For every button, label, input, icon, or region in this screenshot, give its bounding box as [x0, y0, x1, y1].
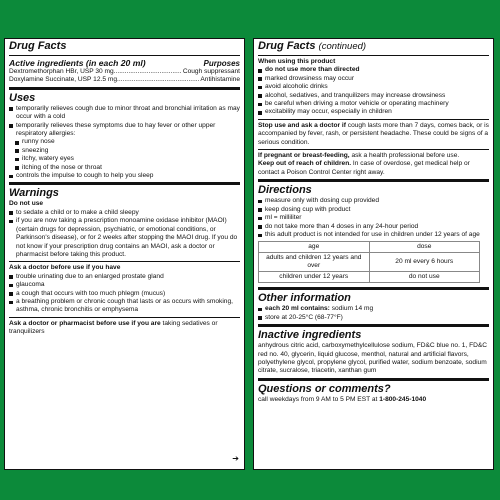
list-item: temporarily relieves these symptoms due to hay fever or other upper respiratory allergies:: [9, 122, 240, 139]
pregnancy-section: [258, 150, 489, 180]
list-item: a cough that occurs with too much phlegm (mucus): [9, 290, 240, 298]
list-item: trouble urinating due to an enlarged prostate gland: [9, 273, 240, 281]
list-item: do not take more than 4 doses in any 24-hour period: [258, 223, 489, 231]
ask-doctor-section: [9, 262, 240, 317]
when-using-label: When using this product: [258, 58, 336, 65]
table-cell: 20 ml every 6 hours: [369, 253, 480, 272]
list-item: marked drowsiness may occur: [258, 75, 489, 83]
questions-text: call weekdays from 9 AM to 5 PM EST at: [258, 395, 378, 403]
list-item: this adult product is not intended for use in children under 12 years of age: [258, 231, 489, 239]
table-header: age: [259, 242, 370, 253]
panel-title: Drug Facts: [9, 40, 67, 52]
table-cell: adults and children 12 years and over: [259, 253, 370, 272]
list-item: store at 20-25°C (68-77°F): [258, 314, 489, 322]
uses-title: Uses: [9, 91, 36, 104]
when-using-section: [258, 56, 489, 120]
ingredient-name: Dextromethorphan HBr, USP 30 mg .....: [9, 68, 182, 76]
table-row: [259, 253, 480, 272]
stop-use-section: [258, 120, 489, 150]
active-ingredients-section: [9, 56, 240, 88]
ingredient-purpose: Antihistamine: [200, 76, 240, 84]
table-header: dose: [369, 242, 480, 253]
list-item: ml = milliliter: [258, 214, 489, 222]
title-section: [9, 39, 240, 56]
list-item: excitability may occur, especially in children: [258, 108, 489, 116]
ingredient-row: [9, 76, 240, 84]
list-item: itching of the nose or throat: [9, 164, 240, 172]
title-section: [258, 39, 489, 56]
other-sodium: sodium 14 mg: [331, 305, 374, 313]
directions-title: Directions: [258, 184, 312, 197]
other-label: each 20 ml contains:: [265, 305, 330, 313]
active-ingredients-header: Active ingredients (in each 20 ml): [9, 58, 146, 68]
other-information-section: [258, 288, 489, 325]
pregnant-text: ask a health professional before use.: [351, 152, 460, 160]
list-item: do not use more than directed: [258, 66, 489, 74]
questions-section: [258, 379, 489, 406]
list-item: alcohol, sedatives, and tranquilizers may increase drowsiness: [258, 92, 489, 100]
drug-facts-panel-left: [4, 38, 245, 470]
keep-out-label: Keep out of reach of children.: [258, 160, 352, 168]
stop-use-text: cough lasts more than 7 days, comes back, or is accompanied by fever, rash, or persistent headache. These could be signs of a serious condition.: [258, 121, 489, 146]
ask-pharmacist-label: Ask a doctor or pharmacist before use if you are: [9, 319, 161, 327]
drug-facts-panel-right: [253, 38, 494, 470]
ask-doctor-label: Ask a doctor before use if you have: [9, 264, 121, 272]
panel-title-continued: (continued): [318, 41, 367, 52]
list-item: to sedate a child or to make a child sleepy: [9, 209, 240, 217]
stop-use-label: Stop use and ask a doctor if: [258, 121, 346, 129]
purposes-header: Purposes: [203, 59, 240, 68]
list-item: glaucoma: [9, 281, 240, 289]
ingredient-purpose: Cough suppressant: [182, 68, 240, 75]
list-item: be careful when driving a motor vehicle or operating machinery: [258, 100, 489, 108]
directions-section: [258, 180, 489, 288]
table-row: [259, 272, 480, 283]
continue-arrow-icon: ➔: [232, 454, 239, 463]
list-item: keep dosing cup with product: [258, 206, 489, 214]
ingredient-name: Doxylamine Succinate, USP 12.5 mg .....: [9, 76, 199, 84]
pregnant-label: If pregnant or breast-feeding,: [258, 152, 350, 160]
inactive-ingredients-title: Inactive ingredients: [258, 329, 362, 342]
list-item: measure only with dosing cup provided: [258, 197, 489, 205]
list-item: runny nose: [9, 138, 240, 146]
dosage-table: [258, 241, 480, 283]
other-information-title: Other information: [258, 292, 351, 305]
list-item: sneezing: [9, 147, 240, 155]
list-item: [258, 305, 489, 313]
do-not-use-label: Do not use: [9, 200, 44, 208]
questions-title: Questions or comments?: [258, 382, 391, 395]
warnings-title: Warnings: [9, 187, 59, 200]
table-cell: children under 12 years: [259, 272, 370, 283]
ask-pharmacist-text: taking sedatives or tranquilizers: [9, 319, 218, 336]
ingredient-row: [9, 68, 240, 76]
list-item: temporarily relieves cough due to minor throat and bronchial irritation as may occur with a cold: [9, 105, 240, 122]
inactive-ingredients-section: [258, 325, 489, 379]
phone-number: 1-800-245-1040: [379, 395, 427, 403]
list-item: if you are now taking a prescription monoamine oxidase inhibitor (MAOI) (certain drugs for depression, psychiatric, or emotional conditions, or Parkinson's disease), or for 2 weeks after stopping the MAOI drug. If you do not know if your prescription drug contains an MAOI, ask a doctor or pharmacist before taking this product.: [9, 217, 240, 259]
list-item: a breathing problem or chronic cough that lasts or as occurs with smoking, asthma, chronic bronchitis or emphysema: [9, 298, 240, 315]
list-item: controls the impulse to cough to help you sleep: [9, 172, 240, 180]
inactive-ingredients-text: anhydrous citric acid, carboxymethylcellulose sodium, FD&C blue no. 1, FD&C red no. 40, glycerin, liquid glucose, menthol, natural and artificial flavors, polyethylene glycol, propylene glycol, purified water, sodium benzoate, sodium citrate, sucralose, triacetin, xanthan gum: [258, 342, 488, 375]
list-item: avoid alcoholic drinks: [258, 83, 489, 91]
list-item: itchy, watery eyes: [9, 155, 240, 163]
table-cell: do not use: [369, 272, 480, 283]
ask-pharmacist-section: [9, 318, 240, 339]
panel-title: Drug Facts: [258, 40, 316, 52]
warnings-section: [9, 183, 240, 262]
keep-out-text: In case of overdose, get medical help or contact a Poison Control Center right away.: [258, 160, 470, 176]
table-header-row: [259, 242, 480, 253]
uses-section: [9, 88, 240, 184]
